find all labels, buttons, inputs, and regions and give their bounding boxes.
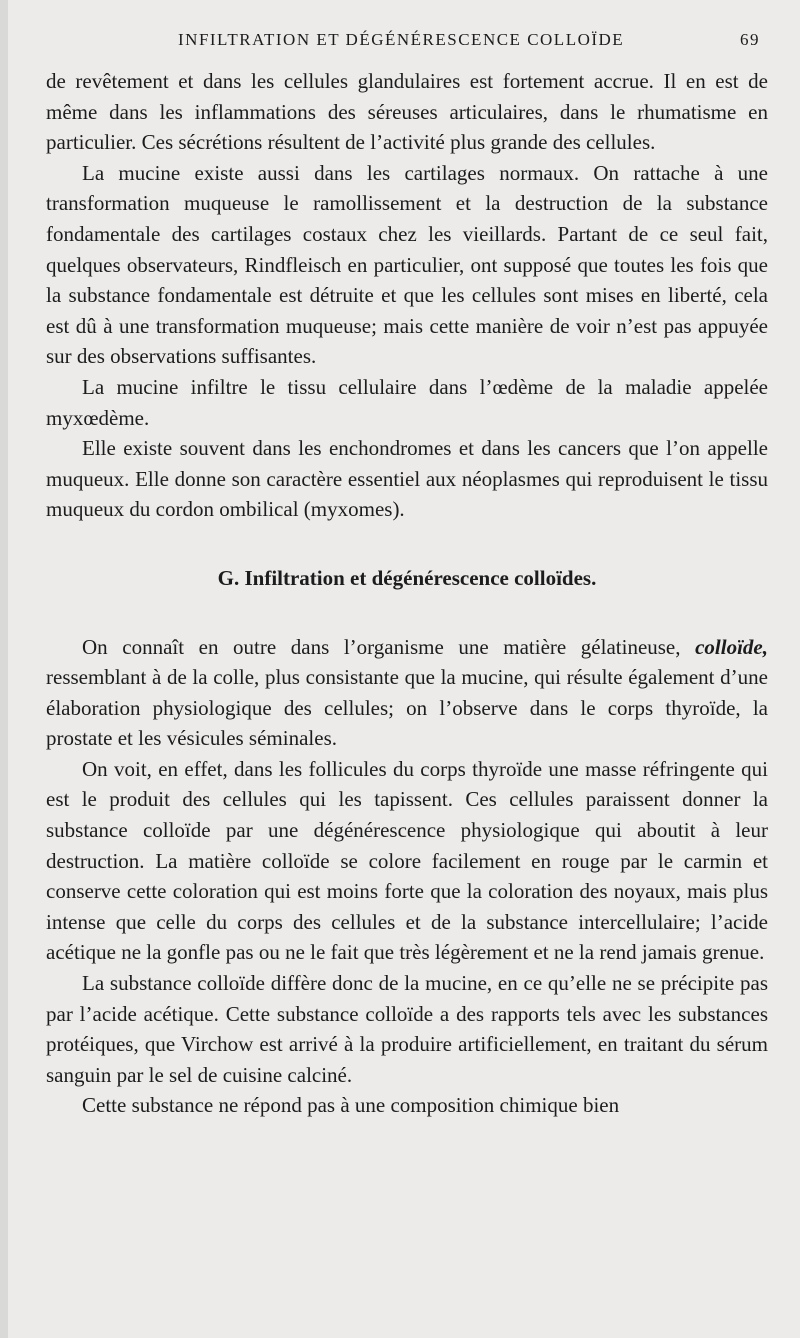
- page-number: 69: [740, 30, 760, 49]
- paragraph: La mucine existe aussi dans les cartilages normaux. On rattache à une transformation muqueuse le ramollissement et la destruction de la substance fondamentale des cartilages costaux chez les vieillards. Partant de ce seul fait, quelques observateurs, Rindfleisch en particulier, ont supposé que toutes les fois que la substance fondamentale est détruite et que les cellules sont mises en liberté, cela est dû à une transformation muqueuse; mais cette manière de voir n’est pas appuyée sur des observations suffisantes.: [46, 160, 768, 369]
- paragraph: La substance colloïde diffère donc de la mucine, en ce qu’elle ne se précipite pas par l’acide acétique. Cette substance colloïde a des rapports tels avec les substances protéiques, que Virchow est arrivé à la produire artificiellement, en traitant du sérum sanguin par le sel de cuisine calciné.: [46, 971, 768, 1087]
- paragraph-text: On connaît en outre dans l’organisme une matière gélatineuse,: [82, 634, 681, 659]
- paragraph: Elle existe souvent dans les enchondromes et dans les cancers que l’on appelle muqueux. Elle donne son caractère essentiel aux néoplasmes qui reproduisent le tissu muqueux du cordon ombilical (myxomes).: [46, 436, 768, 522]
- paragraph: [46, 632, 768, 754]
- paragraph-text: ressemblant à de la colle, plus consistante que la mucine, qui résulte également d’une élaboration physiologique des cellules; on l’observe dans le corps thyroïde, la prostate et les vésicules séminales.: [46, 665, 768, 751]
- paragraph: On voit, en effet, dans les follicules du corps thyroïde une masse réfringente qui est le produit des cellules qui les tapissent. Ces cellules paraissent donner la substance colloïde par une dégénérescence physiologique qui aboutit à leur destruction. La matière colloïde se colore facilement en rouge par le carmin et conserve cette coloration qui est moins forte que la coloration des noyaux, mais plus intense que celle du corps des cellules et de la substance intercellulaire; l’acide acétique ne la gonfle pas ou ne le fait que très légèrement et ne la rend jamais grenue.: [46, 756, 768, 965]
- book-page: [8, 0, 800, 1338]
- paragraph: La mucine infiltre le tissu cellulaire dans l’œdème de la maladie appelée myxœdème.: [46, 374, 768, 430]
- paragraph: Cette substance ne répond pas à une composition chimique bien: [82, 1093, 620, 1118]
- section-heading: G. Infiltration et dégénérescence colloïdes.: [217, 565, 597, 590]
- emphasized-term: colloïde,: [695, 634, 769, 659]
- page-body: [46, 66, 768, 1121]
- paragraph-continued: de revêtement et dans les cellules glandulaires est fortement accrue. Il en est de même dans les inflammations des séreuses articulaires, dans le rhumatisme en particulier. Ces sécrétions résultent de l’activité plus grande des cellules.: [46, 69, 768, 155]
- running-title: INFILTRATION ET DÉGÉNÉRESCENCE COLLOÏDE: [178, 30, 625, 49]
